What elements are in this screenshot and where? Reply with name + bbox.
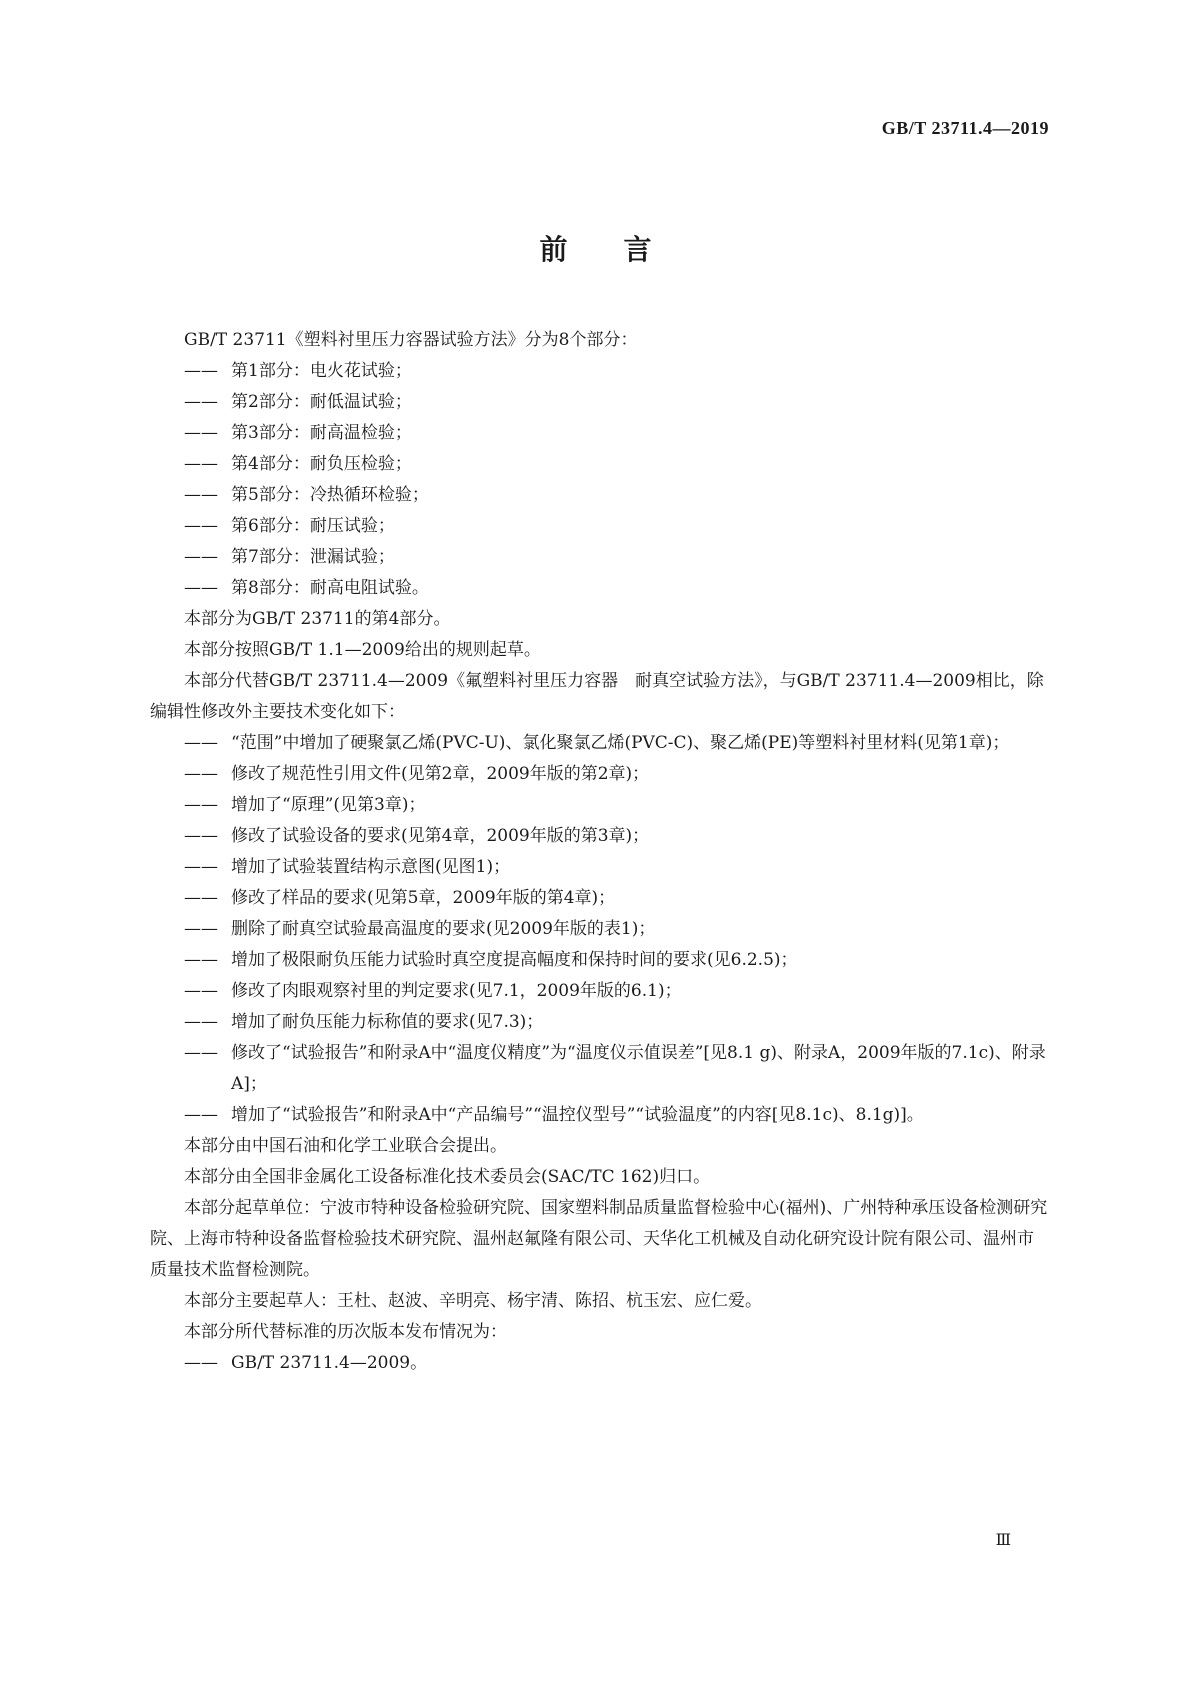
drafting-rule-paragraph: 本部分按照GB/T 1.1—2009给出的规则起草。 [184, 640, 541, 660]
list-item [150, 387, 1050, 418]
page-number: Ⅲ [995, 1532, 1011, 1549]
list-item-text: 增加了“试验报告”和附录A中“产品编号”“温控仪型号”“试验温度”的内容[见8.1c)、8.1g)]。 [231, 1105, 924, 1125]
list-item [150, 852, 1050, 883]
list-item-text: 第4部分：耐负压检验； [231, 454, 412, 474]
list-item [150, 449, 1050, 480]
list-item [150, 821, 1050, 852]
dash-mark: —— [184, 981, 218, 1001]
list-item-text: 修改了“试验报告”和附录A中“温度仪精度”为“温度仪示值误差”[见8.1 g)、附录A，2009年版的7.1c)、附录A]； [231, 1043, 1046, 1094]
dash-mark: —— [184, 392, 218, 412]
list-item [150, 573, 1050, 604]
dash-mark: —— [184, 454, 218, 474]
dash-mark: —— [184, 1353, 218, 1373]
standard-number: GB/T 23711.4—2019 [881, 118, 1049, 138]
dash-mark: —— [184, 733, 218, 753]
page-title: 前言 [539, 233, 708, 266]
dash-mark: —— [184, 547, 218, 567]
intro-paragraph: GB/T 23711《塑料衬里压力容器试验方法》分为8个部分： [184, 330, 638, 350]
list-item-text: 修改了样品的要求(见第5章，2009年版的第4章)； [231, 888, 616, 908]
list-item-text: 增加了耐负压能力标称值的要求(见7.3)； [231, 1012, 544, 1032]
part-of-paragraph: 本部分为GB/T 23711的第4部分。 [184, 609, 451, 629]
dash-mark: —— [184, 857, 218, 877]
list-item-text: 增加了试验装置结构示意图(见图1)； [231, 857, 511, 877]
list-item [150, 480, 1050, 511]
dash-mark: —— [184, 1043, 218, 1063]
list-item-text: GB/T 23711.4—2009。 [231, 1353, 428, 1373]
dash-mark: —— [184, 1012, 218, 1032]
list-item [150, 790, 1050, 821]
list-item-text: 第2部分：耐低温试验； [231, 392, 412, 412]
list-item-text: 增加了极限耐负压能力试验时真空度提高幅度和保持时间的要求(见6.2.5)； [231, 950, 798, 970]
list-item [150, 914, 1050, 945]
list-item-text: 第5部分：冷热循环检验； [231, 485, 429, 505]
list-item [150, 883, 1050, 914]
list-item-text: 修改了规范性引用文件(见第2章，2009年版的第2章)； [231, 764, 650, 784]
dash-mark: —— [184, 888, 218, 908]
list-item-text: 第6部分：耐压试验； [231, 516, 395, 536]
list-item-text: “范围”中增加了硬聚氯乙烯(PVC-U)、氯化聚氯乙烯(PVC-C)、聚乙烯(PE)等塑料衬里材料(见第1章)； [231, 733, 1010, 753]
dash-mark: —— [184, 578, 218, 598]
dash-mark: —— [184, 795, 218, 815]
list-item [150, 418, 1050, 449]
drafting-units-paragraph: 本部分起草单位：宁波市特种设备检验研究院、国家塑料制品质量监督检验中心(福州)、广州特种承压设备检测研究院、上海市特种设备监督检验技术研究院、温州赵氟隆有限公司、天华化工机械及自动化研究设计院有限公司、温州市质量技术监督检测院。 [150, 1198, 1048, 1280]
list-item-text: 修改了肉眼观察衬里的判定要求(见7.1，2009年版的6.1)； [231, 981, 682, 1001]
list-item [150, 1348, 1050, 1379]
list-item [150, 945, 1050, 976]
list-item [150, 1007, 1050, 1038]
dash-mark: —— [184, 764, 218, 784]
list-item [150, 1038, 1050, 1100]
list-item-text: 增加了“原理”(见第3章)； [231, 795, 426, 815]
dash-mark: —— [184, 361, 218, 381]
list-item-text: 第3部分：耐高温检验； [231, 423, 412, 443]
drafters-paragraph: 本部分主要起草人：王杜、赵波、辛明亮、杨宇清、陈招、杭玉宏、应仁爱。 [184, 1291, 762, 1311]
list-item [150, 1100, 1050, 1131]
dash-mark: —— [184, 485, 218, 505]
history-intro-paragraph: 本部分所代替标准的历次版本发布情况为： [184, 1322, 507, 1342]
list-item-text: 修改了试验设备的要求(见第4章，2009年版的第3章)； [231, 826, 650, 846]
list-item [150, 759, 1050, 790]
proposed-by-paragraph: 本部分由中国石油和化学工业联合会提出。 [184, 1136, 507, 1156]
parts-list [150, 356, 1050, 604]
history-list [150, 1348, 1050, 1379]
dash-mark: —— [184, 423, 218, 443]
list-item [150, 356, 1050, 387]
list-item-text: 第1部分：电火花试验； [231, 361, 412, 381]
list-item [150, 976, 1050, 1007]
list-item-text: 第8部分：耐高电阻试验。 [231, 578, 429, 598]
dash-mark: —— [184, 919, 218, 939]
centralized-by-paragraph: 本部分由全国非金属化工设备标准化技术委员会(SAC/TC 162)归口。 [184, 1167, 711, 1187]
dash-mark: —— [184, 516, 218, 536]
list-item-text: 删除了耐真空试验最高温度的要求(见2009年版的表1)； [231, 919, 656, 939]
document-body [150, 325, 1050, 1379]
list-item-text: 第7部分：泄漏试验； [231, 547, 395, 567]
list-item [150, 511, 1050, 542]
dash-mark: —— [184, 1105, 218, 1125]
changes-list [150, 728, 1050, 1131]
replaces-paragraph: 本部分代替GB/T 23711.4—2009《氟塑料衬里压力容器 耐真空试验方法》，与GB/T 23711.4—2009相比，除编辑性修改外主要技术变化如下： [150, 671, 1044, 722]
dash-mark: —— [184, 950, 218, 970]
dash-mark: —— [184, 826, 218, 846]
list-item [150, 542, 1050, 573]
list-item [150, 728, 1050, 759]
